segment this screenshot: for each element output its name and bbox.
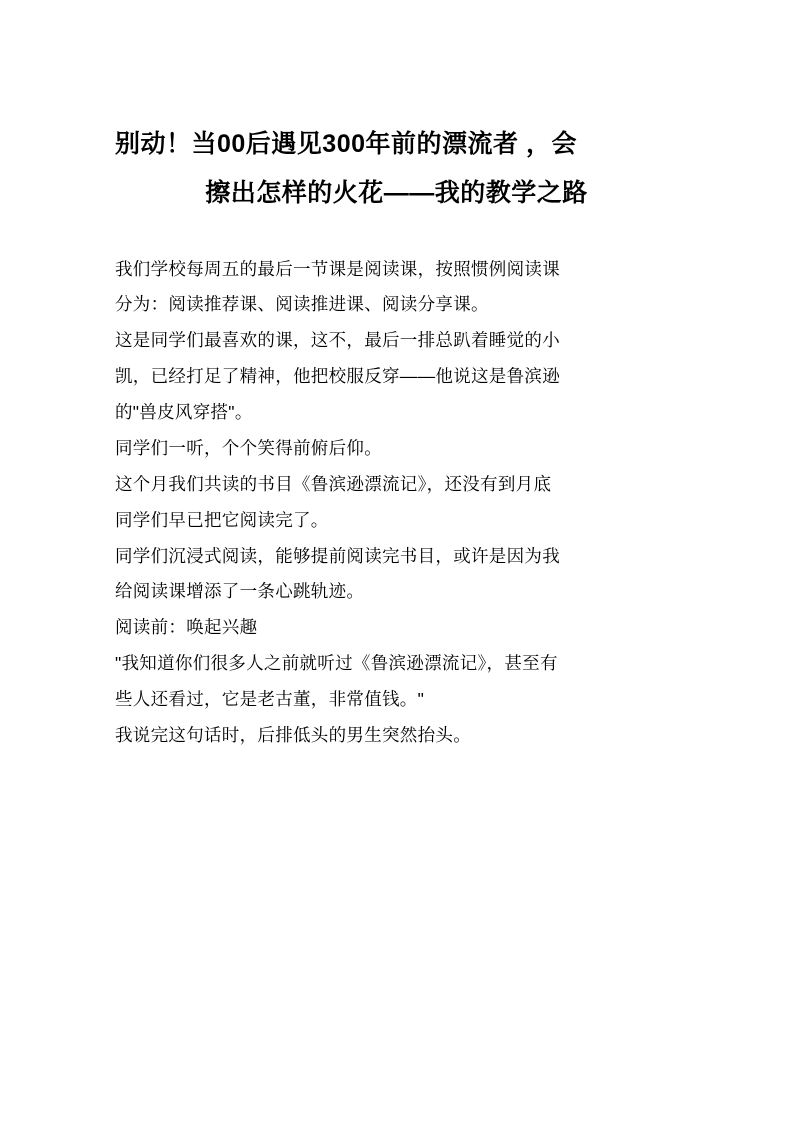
paragraph-4 (115, 467, 678, 539)
paragraph-line: 阅读前：唤起兴趣 (115, 617, 258, 638)
paragraph-line: 同学们早已把它阅读完了。 (115, 509, 329, 530)
paragraph-line: 给阅读课增添了一条心跳轨迹。 (115, 581, 365, 602)
paragraph-line: 的"兽皮风穿搭"。 (115, 402, 253, 422)
page-title (115, 120, 678, 218)
paragraph-line: 同学们一听，个个笑得前俯后仰。 (115, 437, 382, 458)
paragraph-line: 分为：阅读推荐课、阅读推进课、阅读分享课。 (115, 294, 489, 315)
paragraph-2 (115, 323, 678, 431)
paragraph-line: "我知道你们很多人之前就听过《鲁滨逊漂流记》，甚至有 (115, 653, 558, 674)
paragraph-7 (115, 646, 678, 718)
page-title-line-1: 别动！当00后遇见300年前的漂流者 ，会 (115, 130, 577, 158)
paragraph-line: 同学们沉浸式阅读，能够提前阅读完书目，或许是因为我 (115, 545, 560, 566)
paragraph-line: 这是同学们最喜欢的课，这不，最后一排总趴着睡觉的小 (115, 330, 560, 351)
paragraph-3 (115, 431, 678, 467)
paragraph-line: 些人还看过，它是老古董，非常值钱。" (115, 689, 425, 709)
paragraph-line: 我们学校每周五的最后一节课是阅读课，按照惯例阅读课 (115, 258, 560, 279)
paragraph-6 (115, 610, 678, 646)
page-title-line-2: 擦出怎样的火花——我的教学之路 (205, 178, 588, 207)
paragraph-line: 我说完这句话时，后排低头的男生突然抬头。 (115, 724, 471, 745)
paragraph-8 (115, 718, 678, 754)
paragraph-5 (115, 539, 678, 611)
paragraph-line: 这个月我们共读的书目《鲁滨逊漂流记》，还没有到月底 (115, 473, 552, 494)
paragraph-1 (115, 252, 678, 324)
paragraph-line: 凯，已经打足了精神，他把校服反穿——他说这是鲁滨逊 (115, 366, 560, 387)
